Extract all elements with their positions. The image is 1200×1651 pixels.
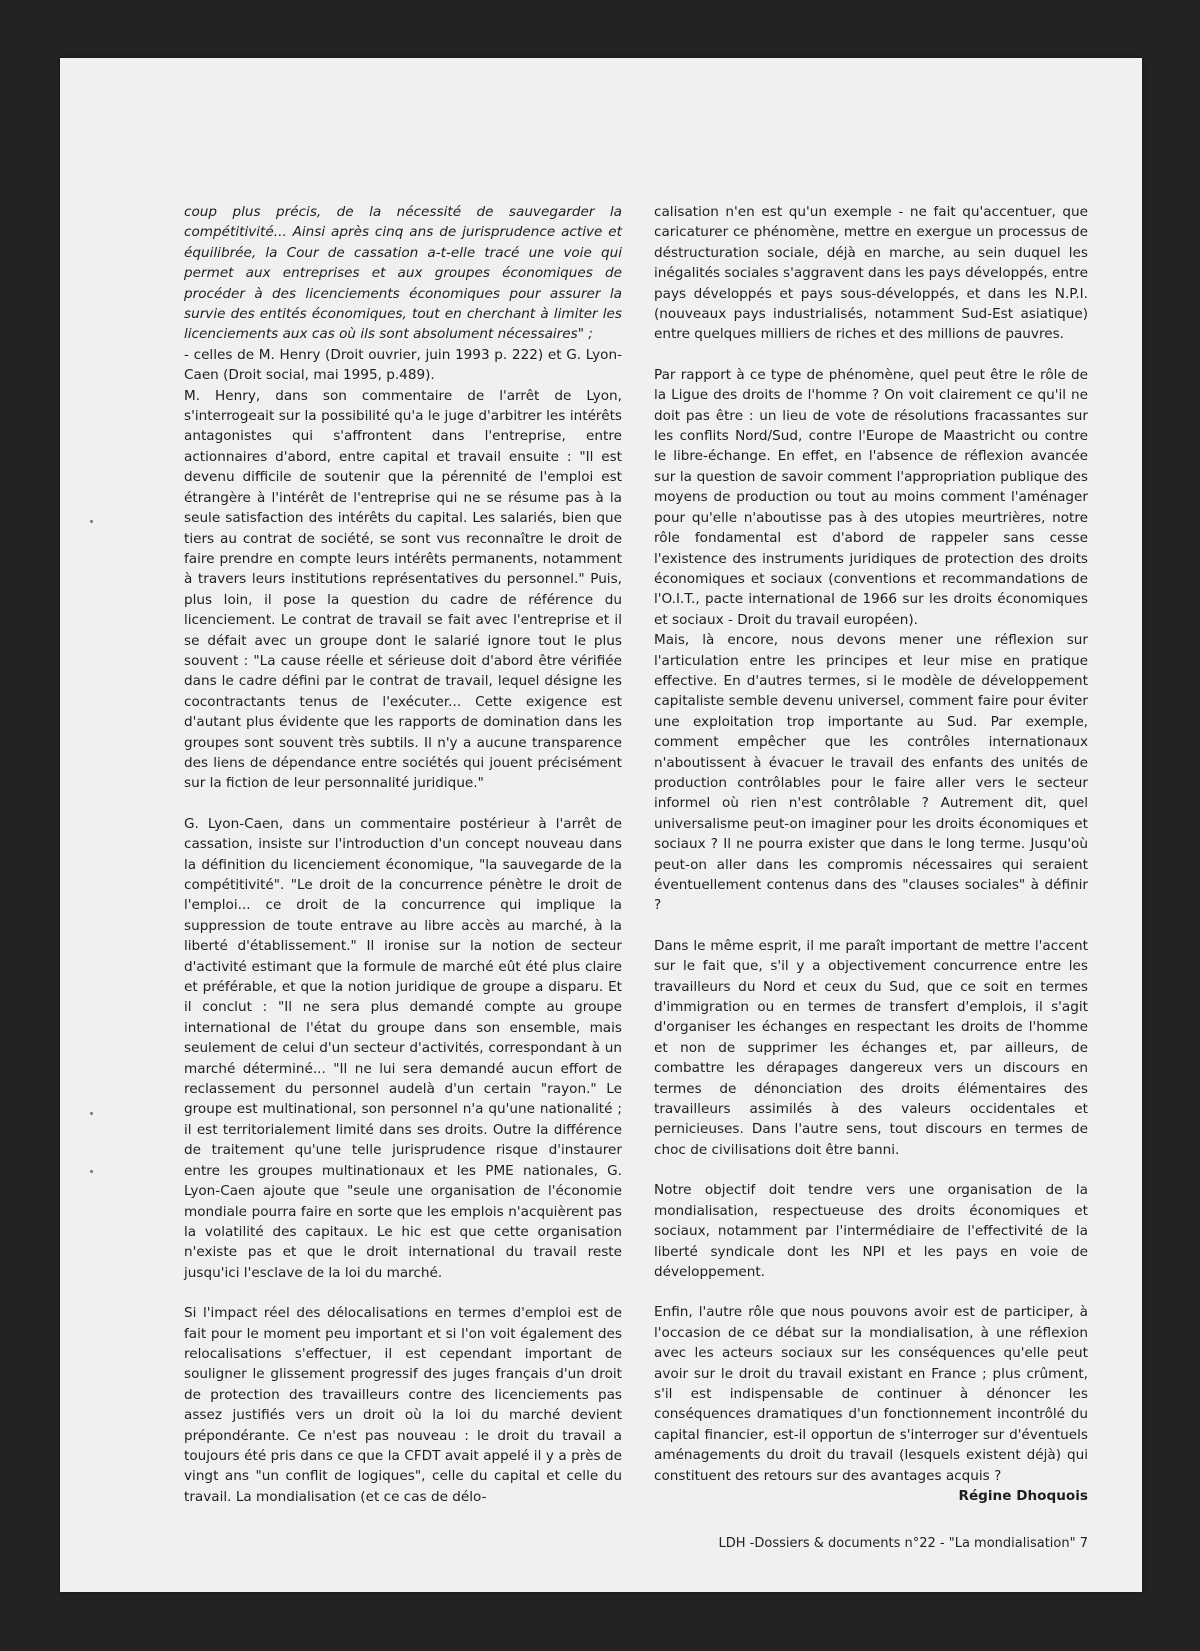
page-footer: LDH -Dossiers & documents n°22 - "La mondialisation" 7 <box>718 1536 1088 1551</box>
paragraph: Dans le même esprit, il me paraît important de mettre l'accent sur le fait que, s'il y a objectivement concurrence entre les travailleurs du Nord et ceux du Sud, que ce soit en termes d'immigration ou en termes de transfert d'emplois, il s'agit d'organiser les échanges en respectant les droits de l'homme et non de supprimer les échanges et, par ailleurs, de combattre les dérapages dangereux vers un discours en termes de dénonciation des droits élémentaires des travailleurs assimilés à des valeurs occidentales et pernicieuses. Dans l'autre sens, tout discours en termes de choc de civilisations doit être banni. <box>654 937 1088 1158</box>
paragraph: Par rapport à ce type de phénomène, quel peut être le rôle de la Ligue des droits de l'homme ? On voit clairement ce qu'il ne doit pas être : un lieu de vote de résolutions fracassantes sur les conflits Nord/Sud, contre l'Europe de Maastricht ou contre le libre-échange. En effet, en l'absence de réflexion avancée sur la question de savoir comment l'appropriation publique des moyens de production ou tout au moins comment l'aménager pour qu'elle n'aboutisse pas à des utopies meurtrières, notre rôle fondamental est d'abord de rappeler sans cesse l'existence des instruments juridiques de protection des droits économiques et sociaux (conventions et recommandations de l'O.I.T., pacte international de 1966 sur les droits économiques et sociaux - Droit du travail européen). <box>654 366 1088 628</box>
paragraph: coup plus précis, de la nécessité de sauvegarder la compétitivité... Ainsi après cinq ans de jurisprudence active et équilibrée, la Cour de cassation a-t-elle tracé une voie qui permet aux entreprises et aux groupes économiques de procéder à des licenciements économiques pour assurer la survie des entités économiques, tout en cherchant à limiter les licenciements aux cas où ils sont absolument nécessaires" ; <box>184 204 622 343</box>
paragraph: G. Lyon-Caen, dans un commentaire postérieur à l'arrêt de cassation, insiste sur l'introduction d'un concept nouveau dans la définition du licenciement économique, "la sauvegarde de la compétitivité". "Le droit de la concurrence pénètre le droit de l'emploi... ce droit de la concurrence qui implique la suppression de toute entrave au libre accès au marché, à la liberté d'établissement." Il ironise sur la notion de secteur d'activité estimant que la formule de marché eût été plus claire et préférable, et que la notion juridique de groupe a disparu. Et il conclut : "Il ne sera plus demandé compte au groupe international de l'état du groupe dans son ensemble, mais seulement de celui d'un secteur d'activités, correspondant à un marché déterminé... "Il ne lui sera demandé aucun effort de reclassement du personnel audelà d'un certain "rayon." Le groupe est multinational, son personnel n'a qu'une nationalité ; il est territorialement limité dans ses droits. Outre la différence de traitement qu'une telle jurisprudence risque d'instaurer entre les groupes multinationaux et les PME nationales, G. Lyon-Caen ajoute que "seule une organisation de l'économie mondiale pourra faire en sorte que les emplois n'acquièrent pas la volatilité des capitaux. Le hic est que cette organisation n'existe pas et que le droit international du travail reste jusqu'ici l'esclave de la loi du marché. <box>184 815 622 1281</box>
right-column <box>654 202 1088 1506</box>
paragraph: Notre objectif doit tendre vers une organisation de la mondialisation, respectueuse des droits économiques et sociaux, notamment par l'intermédiaire de l'effectivité de la liberté syndicale dont les NPI et les pays en voie de développement. <box>654 1182 1088 1280</box>
margin-dot <box>90 1112 93 1115</box>
margin-dot <box>90 1170 93 1173</box>
left-column <box>184 202 622 1507</box>
margin-dot <box>90 520 93 523</box>
paragraph: calisation n'en est qu'un exemple - ne fait qu'accentuer, que caricaturer ce phénomène, mettre en exergue un processus de déstructuration sociale, déjà en marche, au sein duquel les inégalités sociales s'aggravent dans les pays développés, entre pays développés et pays sous-développés, et dans les N.P.I. (nouveaux pays industrialisés, notamment Sud-Est asiatique) entre quelques milliers de riches et des millions de pauvres. <box>654 204 1088 343</box>
paragraph: Mais, là encore, nous devons mener une réflexion sur l'articulation entre les principes et leur mise en pratique effective. En d'autres termes, si le modèle de développement capitaliste semble devenu universel, comment faire pour éviter une exploitation trop importante au Sud. Par exemple, comment empêcher que les contrôles internationaux n'aboutissent à évacuer le travail des enfants des unités de production contrôlables pour le faire aller vers le secteur informel où rien n'est contrôlable ? Autrement dit, quel universalisme peut-on imaginer pour les droits économiques et sociaux ? Il ne pourra exister que dans le long terme. Jusqu'où peut-on aller dans les compromis nécessaires qui seraient éventuellement contenus dans des "clauses sociales" à définir ? <box>654 632 1088 914</box>
page-sheet <box>60 58 1142 1592</box>
paragraph: M. Henry, dans son commentaire de l'arrêt de Lyon, s'interrogeait sur la possibilité qu'a le juge d'arbitrer les intérêts antagonistes qui s'affrontent dans l'entreprise, entre actionnaires d'abord, entre capital et travail ensuite : "Il est devenu difficile de soutenir que la pérennité de l'emploi est étrangère à l'intérêt de l'entreprise qui ne se résume pas à la seule satisfaction des intérêts du capital. Les salariés, bien que tiers au contrat de société, se sont vus reconnaître le droit de faire prendre en compte leurs intérêts permanents, notamment à travers leurs institutions représentatives du personnel." Puis, plus loin, il pose la question du cadre de référence du licenciement. Le contrat de travail se fait avec l'entreprise et il se défait avec un groupe dont le salarié ignore tout le plus souvent : "La cause réelle et sérieuse doit d'abord être vérifiée dans le cadre défini par le contrat de travail, lequel désigne les cocontractants tenus de l'exécuter... Cette exigence est d'autant plus évidente que les rapports de domination dans les groupes sont souvent très subtils. Il n'y a aucune transparence des liens de dépendance entre sociétés qui jouent précisément sur la fiction de leur personnalité juridique." <box>184 387 622 792</box>
paragraph: - celles de M. Henry (Droit ouvrier, juin 1993 p. 222) et G. Lyon-Caen (Droit social, mai 1995, p.489). <box>184 346 622 384</box>
author-signature: Régine Dhoquois <box>958 1487 1088 1504</box>
paragraph: Si l'impact réel des délocalisations en termes d'emploi est de fait pour le moment peu important et si l'on voit également des relocalisations s'effectuer, il est cependant important de souligner le glissement progressif des juges français d'un droit de protection des travailleurs contre des licenciements pas assez justifiés vers un droit où la loi du marché devient prépondérante. Ce n'est pas nouveau : le droit du travail a toujours été pris dans ce que la CFDT avait appelé il y a près de vingt ans "un conflit de logiques", celle du capital et celle du travail. La mondialisation (et ce cas de délo- <box>184 1305 622 1505</box>
paragraph: Enfin, l'autre rôle que nous pouvons avoir est de participer, à l'occasion de ce débat sur la mondialisation, à une réflexion avec les acteurs sociaux sur les conséquences qu'elle peut avoir sur le droit du travail existant en France ; plus crûment, s'il est indispensable de continuer à dénoncer les conséquences dramatiques d'un fonctionnement incontrôlé du capital financier, est-il opportun de s'interroger sur d'éventuels aménagements du droit du travail (lesquels existent déjà) qui constituent des retours sur des avantages acquis ? <box>654 1304 1088 1484</box>
